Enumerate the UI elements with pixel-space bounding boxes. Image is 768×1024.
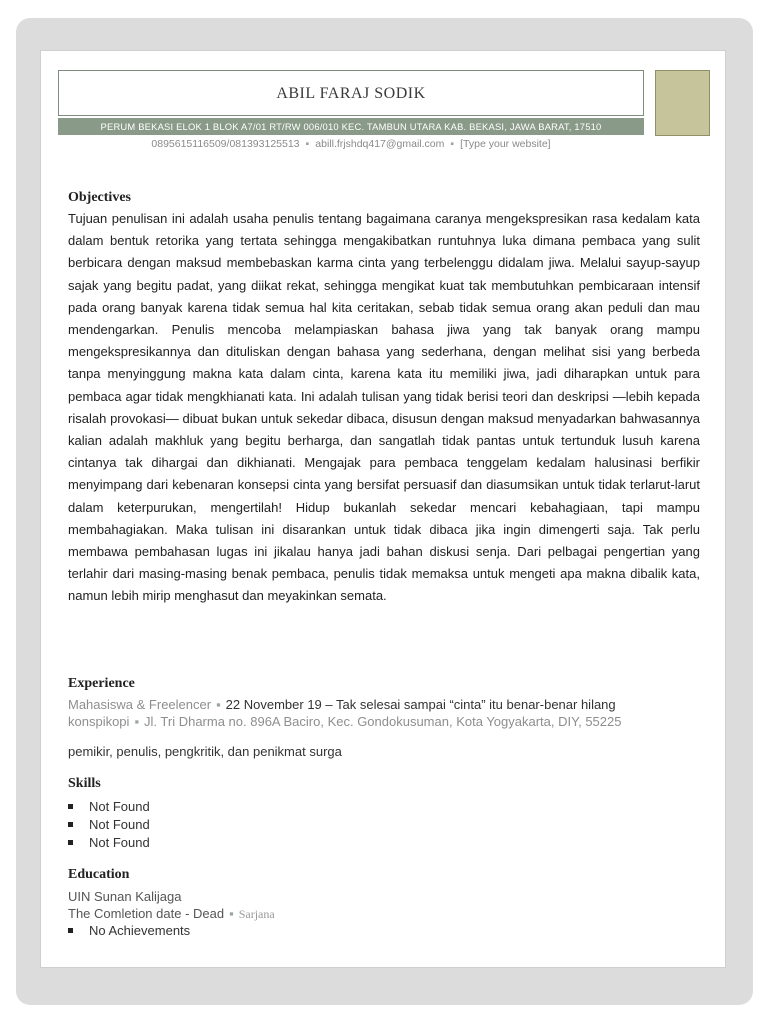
candidate-name: ABIL FARAJ SODIK: [276, 85, 426, 102]
website-text: [Type your website]: [460, 138, 551, 150]
experience-description: pemikir, penulis, pengkritik, dan penikmat surga: [68, 744, 342, 759]
accent-square: [655, 70, 710, 136]
experience-role-line: [68, 697, 708, 712]
education-degree: Sarjana: [238, 907, 275, 921]
skills-list: [68, 798, 150, 852]
list-item: [68, 816, 150, 834]
experience-date-title: 22 November 19 – Tak selesai sampai “cinta” itu benar-benar hilang: [225, 697, 616, 712]
education-completion-line: [68, 906, 275, 922]
list-item: [68, 922, 190, 940]
bullet-icon: [68, 928, 73, 933]
objectives-body: Tujuan penulisan ini adalah usaha penulis tentang bagaimana caranya mengekspresikan rasa kedalam kata dalam bentuk retorika yang tertata sehingga mengakibatkan runtuhnya luka dimana pembaca yang sulit berbicara dengan maksud membebaskan karma cinta yang terbelenggu didalam jiwa. Melalui sayup-sayup sajak yang begitu padat, yang diikat rekat, sehingga mengikat kuat tak membutuhkan pembicaraan intensif pada orang banyak karena tidak semua hal kita ceritakan, sebab tidak semua orang akan peduli dan mau mendengarkan. Penulis mencoba melampiaskan bahasa jiwa yang tak banyak orang mampu mengekspresikannya dan dituliskan dengan bahasa yang sederhana, dengan melihat sisi yang berbeda tanpa menyinggung makna kata dalam cinta, karena kata itu memiliki jiwa, jadi diharapkan untuk para pembaca agar tidak mengkhianati kata. Ini adalah tulisan yang tidak berisi teori dan deskripsi —lebih kepada risalah provokasi— dibuat bukan untuk sekedar dibaca, disusun dengan maksud menyadarkan bahwasannya kalian adalah makhluk yang begitu berharga, dan sangatlah tidak pantas untuk tertunduk lusuh karena cintanya tak dihargai dan dikhianati. Mengajak para pembaca tenggelam kedalam halusinasi berfikir menyimpang dari kebenaran konsepsi cinta yang bersifat persuasif dan diasumsikan untuk tidak terlarut-larut dalam keterpurukan, mengertilah! Hidup bukanlah sekedar mencari kebahagiaan, tapi mampu membahagiakan. Maka tulisan ini disarankan untuk tidak dibaca jika ingin dimengerti saja. Tak perlu membawa pembahasan lugas ini jikalau hanya jadi bahan diskusi senja. Dari pelbagai pengertian yang terlahir dari masing-masing benak pembaca, penulis tidak memaksa untuk mengeti apa makna dibalik kata, namun lebih mirip menghasut dan meyakinkan semata.: [68, 211, 700, 604]
contact-separator: ▪: [305, 138, 310, 150]
email-text: abill.frjshdq417@gmail.com: [315, 138, 445, 150]
list-item: [68, 834, 150, 852]
objectives-heading: Objectives: [68, 190, 131, 205]
experience-company-line: [68, 714, 708, 729]
bullet-icon: [68, 804, 73, 809]
experience-location: Jl. Tri Dharma no. 896A Baciro, Kec. Gondokusuman, Kota Yogyakarta, DIY, 55225: [144, 714, 622, 729]
education-school: UIN Sunan Kalijaga: [68, 889, 182, 904]
education-heading: Education: [68, 867, 130, 882]
phone-text: 089561511650​9/081393125513: [151, 138, 300, 150]
skills-heading: Skills: [68, 776, 101, 791]
experience-company: konspikopi: [68, 714, 130, 729]
bullet-icon: [68, 822, 73, 827]
name-header: [58, 70, 644, 116]
experience-role: Mahasiswa & Freelencer: [68, 697, 212, 712]
achievements-list: [68, 922, 190, 940]
education-separator: ▪: [229, 906, 234, 921]
experience-separator: ▪: [134, 714, 140, 729]
bullet-icon: [68, 840, 73, 845]
education-completion: The Comletion date - Dead: [68, 906, 225, 921]
skill-label: Not Found: [89, 817, 150, 832]
experience-separator: ▪: [216, 697, 221, 712]
skill-label: Not Found: [89, 799, 150, 814]
achievement-label: No Achievements: [89, 923, 191, 938]
contact-separator: ▪: [450, 138, 455, 150]
contact-line: [58, 138, 644, 150]
list-item: [68, 798, 150, 816]
skill-label: Not Found: [89, 835, 150, 850]
experience-heading: Experience: [68, 676, 135, 691]
address-bar: PERUM BEKASI ELOK 1 BLOK A7/01 RT/RW 006/010 KEC. TAMBUN UTARA KAB. BEKASI, JAWA BARAT, 17510: [58, 118, 644, 135]
